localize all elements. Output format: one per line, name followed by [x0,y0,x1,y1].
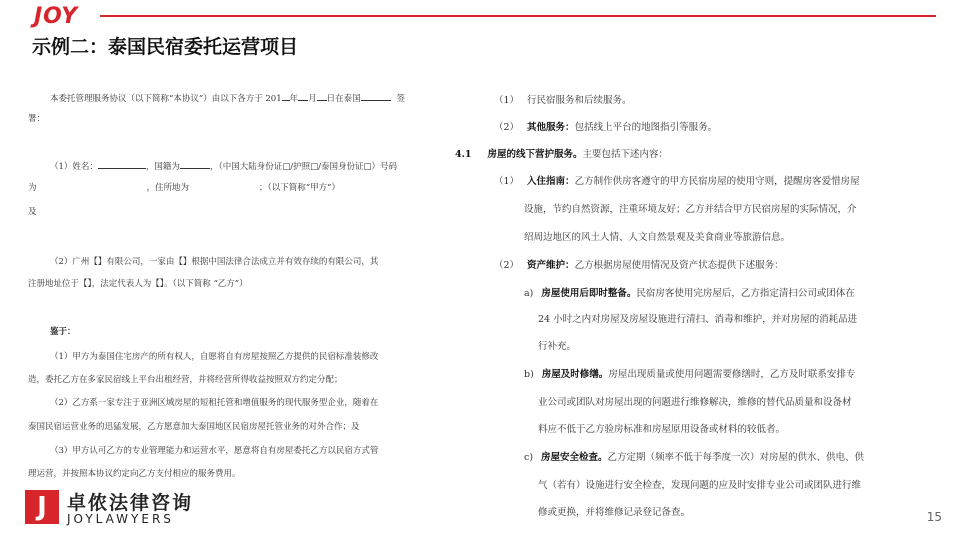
item-1: （1） 行民宿服务和后续服务。 [494,95,632,106]
item-a1-line-3: 绍周边地区的风土人情、人文自然景观及美食商业等旅游信息。 [524,232,791,243]
item-c-line-2: 气（若有）设施进行安全检查，发现问题的应及时安排专业公司或团队进行维 [538,480,862,491]
item-a2: （2） 资产维护：乙方根据房屋使用情况及资产状态提供下述服务： [494,260,784,271]
company-logo [25,490,225,530]
whereas-1-line-2: 造，委托乙方在多家民宿线上平台出租经营，并将经营所得收益按照双方约定分配； [28,375,343,385]
item-b-line-2: 业公司或团队对房屋出现的问题进行维修解决，维修的替代品质量和设备材 [538,397,852,408]
whereas-heading: 鉴于： [50,327,76,337]
item-2: （2） 其他服务：包括线上平台的地图指引等服务。 [494,122,718,133]
item-b-line-1: b) 房屋及时修缮。房屋出现质量或使用问题需要修缮时，乙方及时联系安排专 [524,369,856,380]
logo-mark: J [25,490,59,524]
whereas-1-line-1: （1）甲方为泰国住宅房产的所有权人，自愿将自有房屋按照乙方提供的民宿标准装修改 [50,352,379,362]
party1-line-1: （1）姓名： ，国籍为 ，（中国大陆身份证□/护照□/泰国身份证□）号码 [50,158,397,174]
whereas-2-line-1: （2）乙方系一家专注于亚洲区域房屋的短租托管和增值服务的现代服务型企业，随着在 [50,398,379,408]
page-title: 示例二：泰国民宿委托运营项目 [32,36,299,58]
whereas-3-line-2: 理运营，并按照本协议约定向乙方支付相应的服务费用。 [28,469,241,479]
intro-line-1: 本委托管理服务协议（以下简称“本协议”）由以下各方于 201 年 月 日在泰国 签 [50,90,405,106]
item-b-line-3: 料应不低于乙方验房标准和房屋原用设备或材料的较低者。 [538,424,786,435]
item-a-line-1: a) 房屋使用后即时整备。民宿房客使用完房屋后，乙方指定清扫公司或团体在 [524,288,855,299]
party1-line-2: 为 ，住所地为 ；（以下简称“甲方”） [28,183,340,193]
item-a-line-3: 行补充。 [538,341,577,352]
item-a-line-2: 24 小时之内对房屋及房屋设施进行清扫、消毒和维护，并对房屋的消耗品进 [538,314,858,325]
brand-logo: JOY [34,4,79,29]
intro-line-2: 署： [28,114,46,124]
item-c-line-1: c) 房屋安全检查。乙方定期（频率不低于每季度一次）对房屋的供水、供电、供 [524,452,865,463]
item-a1-line-2: 设施，节约自然资源，注重环境友好；乙方并结合甲方民宿房屋的实际情况，介 [524,204,857,215]
section-4-1: 4.1 房屋的线下营护服务。主要包括下述内容： [455,149,669,160]
whereas-3-line-1: （3）甲方认可乙方的专业管理能力和运营水平，愿意将自有房屋委托乙方以民宿方式管 [50,446,379,456]
whereas-2-line-2: 泰国民宿运营业务的迅猛发展，乙方愿意加大泰国地区民宿房屋托管业务的对外合作；及 [28,422,360,432]
logo-english-name: JOYLAWYERS [67,512,174,526]
party2-line-2: 注册地址位于【】，法定代表人为【】。（以下简称 “乙方”） [28,279,248,289]
logo-chinese-name: 卓侬法律咨询 [67,492,194,514]
item-a1-line-1: （1） 入住指南：乙方制作供房客遵守的甲方民宿房屋的使用守则，提醒房客爱惜房屋 [494,176,860,187]
party1-line-3: 及 [28,207,37,217]
page-number: 15 [926,510,942,524]
party2-line-1: （2）广州【】有限公司，一家由【】根据中国法律合法成立并有效存续的有限公司，其 [50,257,379,267]
item-c-line-3: 修或更换，并将维修记录登记备查。 [538,507,691,518]
header-divider [100,15,936,17]
